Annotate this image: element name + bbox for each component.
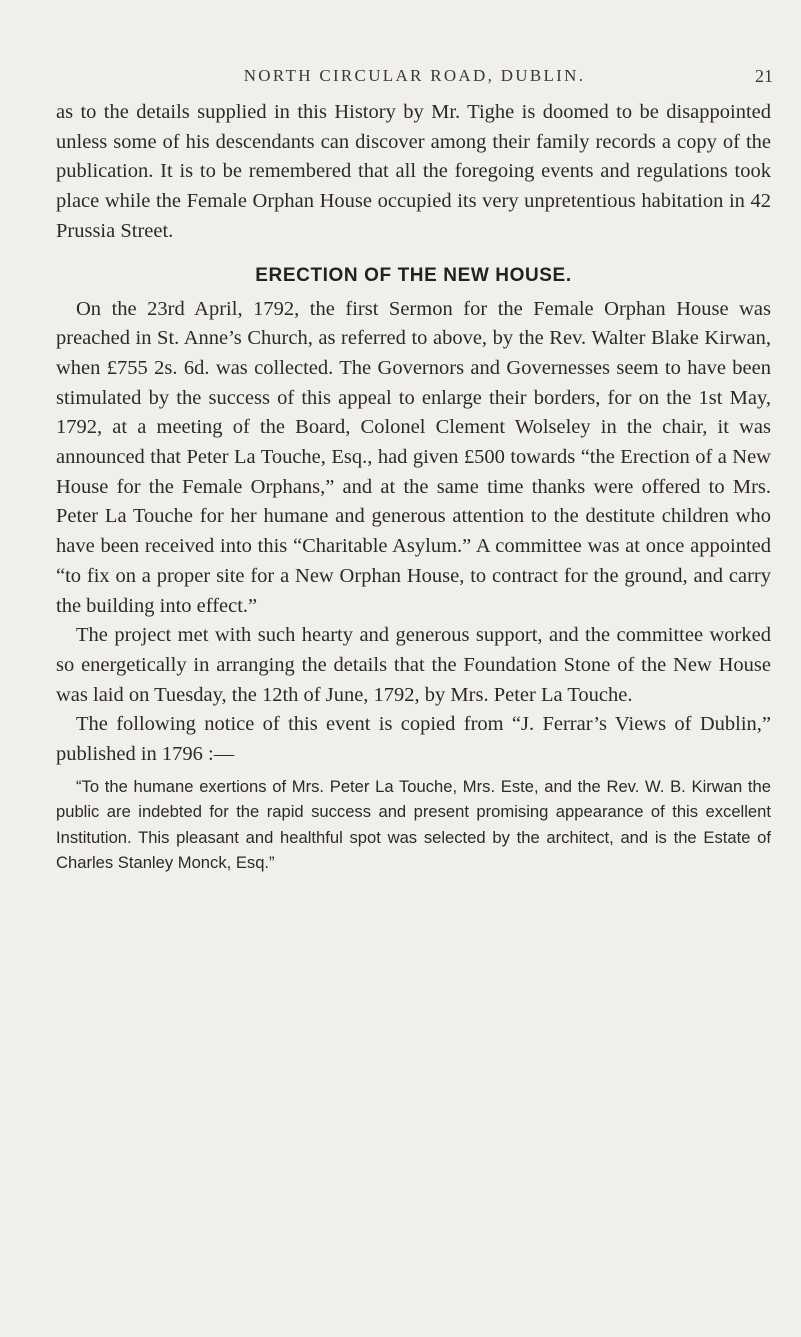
body-text [56, 98, 771, 876]
page-number: 21 [755, 66, 773, 86]
paragraph-continued: as to the details supplied in this History by Mr. Tighe is doomed to be disappointed unless some of his descendants can discover among their family records a copy of the publication. It is to be remembered that all the foregoing events and regulations took place while the Female Orphan House occupied its very unpretentious habitation in 42 Prussia Street. [56, 101, 771, 242]
block-quotation: “To the humane exertions of Mrs. Peter La Touche, Mrs. Este, and the Rev. W. B. Kirwan the public are indebted for the rapid success and present promising appearance of this excellent Institution. This pleasant and healthful spot was selected by the architect, and is the Estate of Charles Stanley Monck, Esq.” [56, 776, 771, 873]
paragraph-erection: On the 23rd April, 1792, the first Sermon for the Female Orphan House was preached in St. Anne’s Church, as referred to above, by the Rev. Walter Blake Kirwan, when £755 2s. 6d. was collected. The Governors and Governesses seem to have been stimulated by the success of this appeal to enlarge their borders, for on the 1st May, 1792, at a meeting of the Board, Colonel Clement Wolseley in the chair, it was announced that Peter La Touche, Esq., had given £500 towards “the Erection of a New House for the Female Orphans,” and at the same time thanks were offered to Mrs. Peter La Touche for her humane and generous attention to the destitute children who have been received into this “Charitable Asylum.” A committee was at once appointed “to fix on a proper site for a New Orphan House, to contract for the ground, and carry the building into effect.” [56, 297, 771, 617]
paragraph-foundation-stone: The project met with such hearty and generous support, and the committee worked so energetically in arranging the details that the Foundation Stone of the New House was laid on Tuesday, the 12th of June, 1792, by Mrs. Peter La Touche. [56, 624, 771, 706]
running-title: NORTH CIRCULAR ROAD, DUBLIN. [243, 66, 586, 85]
section-heading: ERECTION OF THE NEW HOUSE. [255, 264, 572, 286]
running-header [56, 66, 773, 90]
paragraph-notice-intro: The following notice of this event is copied from “J. Ferrar’s Views of Dublin,” published in 1796 :— [56, 713, 771, 766]
